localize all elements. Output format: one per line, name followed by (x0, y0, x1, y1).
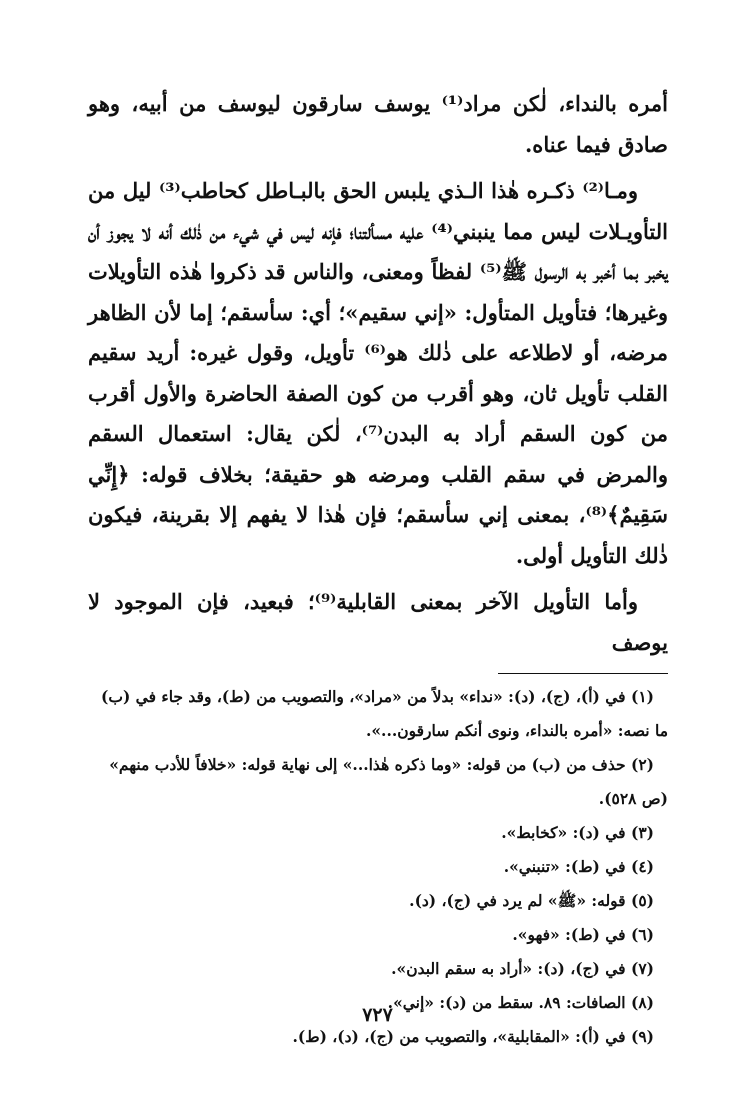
footnote-7: (٧) في (ج)، (د): «أراد به سقم البدن». (391, 959, 654, 978)
footnote-9: (٩) في (أ): «المقابلية»، والتصويب من (ج)، (د)، (ط). (292, 1027, 654, 1046)
footnotes (88, 680, 668, 1054)
body-paragraph-2: ومـا⁽²⁾ ذكـره هٰذا الـذي يلبس الحق بالبـاطل كحاطب⁽³⁾ ليل من التأويـلات ليس مما ينبني⁽⁴⁾ عليه مسألتنا؛ فإنه ليس في شيء من ذٰلك أنه لا يجوز أن يخبر بما أخبر به الرسول ﷺ⁽⁵⁾ لفظاً ومعنى، والناس قد ذكروا هٰذه التأويلات وغيرها؛ فتأويل المتأول: «إني سقيم»؛ أي: سأسقم؛ إما لأن الظاهر مرضه، أو لاطلاعه على ذٰلك هو⁽⁶⁾ تأويل، وقول غيره: أريد سقيم القلب تأويل ثان، وهو أقرب من كون الصفة الحاضرة والأول أقرب من كون السقم أراد به البدن⁽⁷⁾، لٰكن يقال: استعمال السقم والمرض في سقم القلب ومرضه هو حقيقة؛ بخلاف قوله: ﴿إِنِّي سَقِيمٌ﴾⁽⁸⁾، بمعنى إني سأسقم؛ فإن هٰذا لا يفهم إلا بقرينة، فيكون ذٰلك التأويل أولى. (88, 178, 669, 568)
footnote-5: (٥) قوله: «ﷺ» لم يرد في (ج)، (د). (409, 891, 654, 910)
page-number: ٧٢٧ (362, 1004, 393, 1026)
footnote-2: (٢) حذف من (ب) من قوله: «وما ذكره هٰذا...» إلى نهاية قوله: «خلافاً للأدب منهم» (ص ٥٢٨). (109, 755, 668, 808)
footnote-separator (498, 673, 668, 674)
page-content (88, 80, 668, 1054)
body-paragraph-1: أمره بالنداء، لٰكن مراد⁽¹⁾ يوسف سارقون ليوسف من أبيه، وهو صادق فيما عناه. (88, 91, 668, 157)
footnote-8: (٨) الصافات: ٨٩. سقط من (د): «إني». (387, 993, 654, 1012)
footnote-1: (١) في (أ)، (ج)، (د): «نداء» بدلاً من «مراد»، والتصويب من (ط)، وقد جاء في (ب) ما نصه: «أمره بالنداء، ونوى أنكم سارقون...». (101, 687, 668, 740)
footnote-4: (٤) في (ط): «تنبني». (503, 857, 654, 876)
body-paragraph-3: وأما التأويل الآخر بمعنى القابلية⁽⁹⁾؛ فبعيد، فإن الموجود لا يوصف (88, 589, 668, 655)
footnote-6: (٦) في (ط): «فهو». (512, 925, 654, 944)
footnote-3: (٣) في (د): «كخابط». (501, 823, 654, 842)
